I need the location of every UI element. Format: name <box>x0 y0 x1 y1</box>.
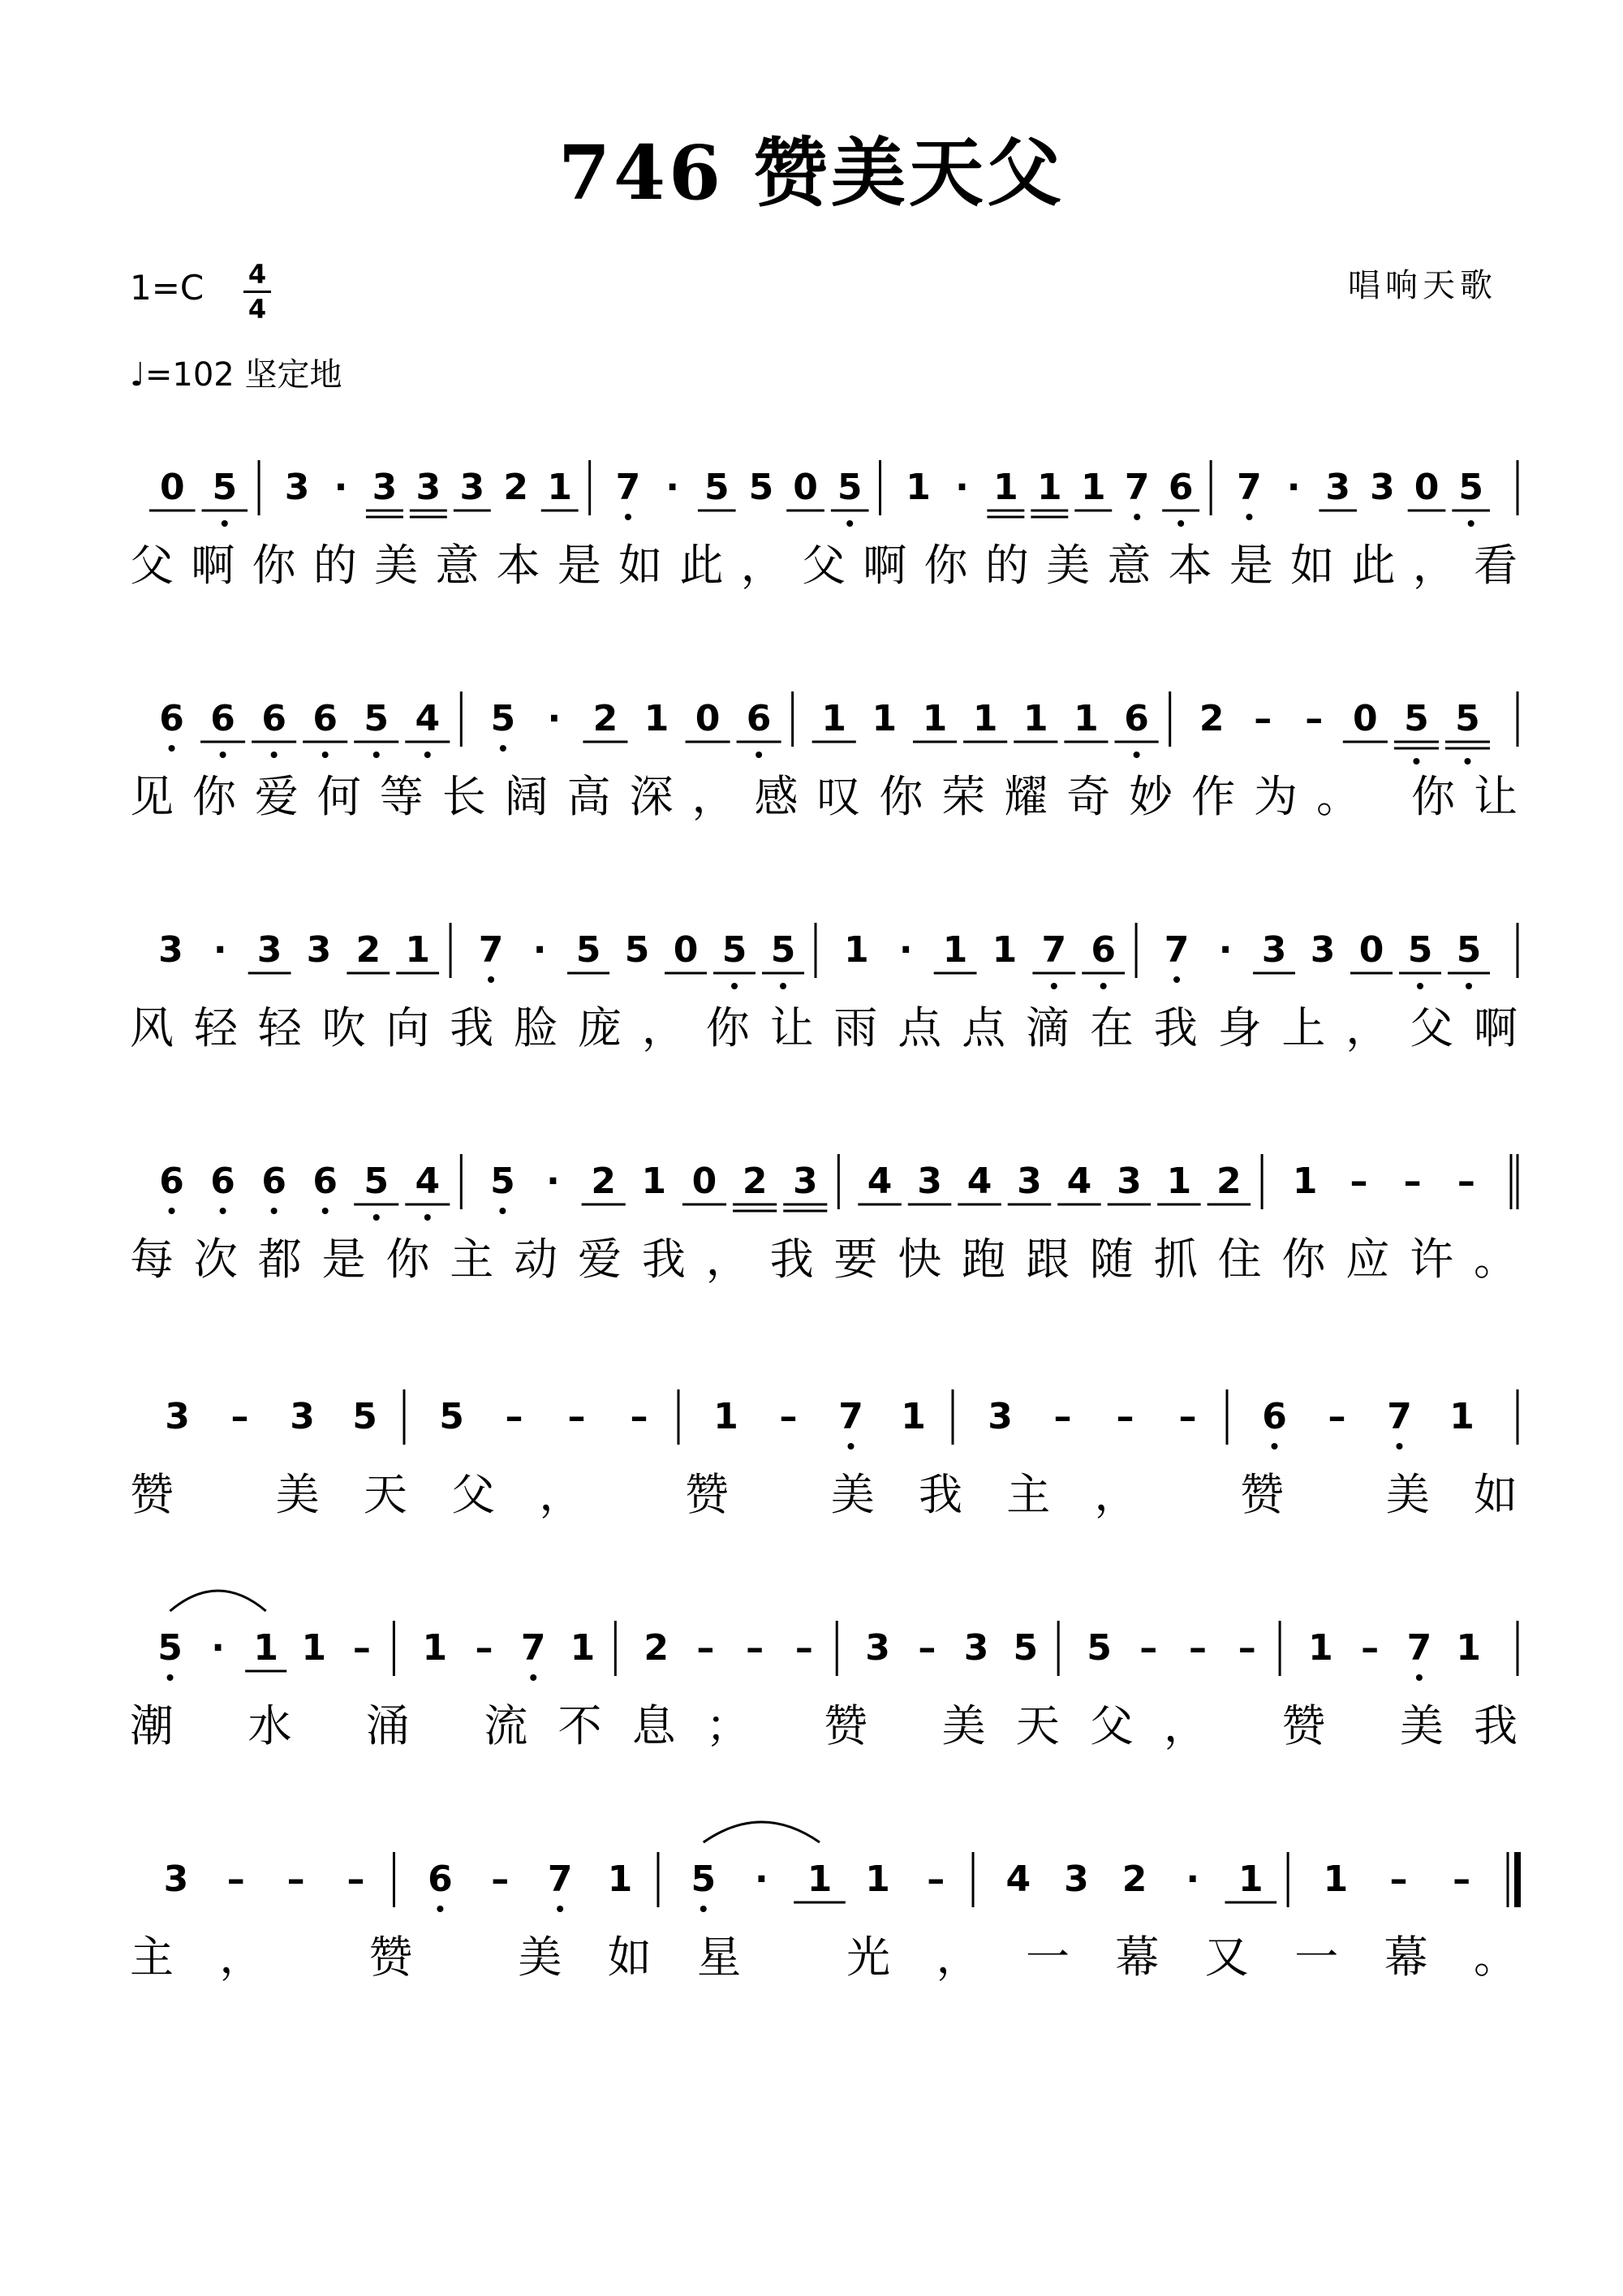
note-glyph: 1 <box>993 467 1018 508</box>
note-glyph: 5 <box>1013 1627 1039 1669</box>
note-glyph: 2 <box>742 1161 768 1202</box>
note-glyph: 5 <box>837 467 863 508</box>
note-glyph: – <box>1403 1161 1422 1202</box>
note-glyph: 4 <box>966 1161 992 1202</box>
note-glyph: 3 <box>256 929 282 971</box>
song-title: 746 赞美天父 <box>558 129 1065 217</box>
note-glyph: 3 <box>917 1161 942 1202</box>
lower-octave-dot <box>222 520 228 527</box>
lower-octave-dot <box>557 1906 563 1912</box>
note-glyph: 7 <box>478 929 504 971</box>
note-glyph: 6 <box>159 698 184 739</box>
note-glyph: 1 <box>901 1396 926 1437</box>
note-glyph: – <box>475 1627 493 1669</box>
note-glyph: 0 <box>1353 698 1378 739</box>
note-glyph: – <box>1254 698 1272 739</box>
time-signature-top: 4 <box>248 259 267 290</box>
slur-arc <box>704 1822 820 1842</box>
note-glyph: – <box>1305 698 1324 739</box>
note-glyph: 7 <box>520 1627 546 1669</box>
lower-octave-dot <box>373 752 380 758</box>
note-glyph: 6 <box>312 1161 338 1202</box>
note-glyph: – <box>226 1859 245 1900</box>
note-glyph: 3 <box>1017 1161 1042 1202</box>
note-glyph: – <box>567 1396 586 1437</box>
note-glyph: 1 <box>422 1627 448 1669</box>
note-glyph: 1 <box>570 1627 596 1669</box>
note-glyph: · <box>665 467 679 508</box>
note-glyph: – <box>779 1396 798 1437</box>
lower-octave-dot <box>220 752 226 758</box>
note-glyph: 7 <box>1124 467 1150 508</box>
note-glyph: 4 <box>867 1161 893 1202</box>
note-glyph: · <box>1218 929 1233 971</box>
note-glyph: – <box>1457 1161 1475 1202</box>
note-glyph: 6 <box>1168 467 1194 508</box>
lower-octave-dot <box>424 752 431 758</box>
note-glyph: 5 <box>439 1396 464 1437</box>
note-glyph: 0 <box>695 698 721 739</box>
note-glyph: – <box>1053 1396 1072 1437</box>
note-glyph: 3 <box>1310 929 1336 971</box>
note-glyph: – <box>1116 1396 1134 1437</box>
note-glyph: 5 <box>157 1627 183 1669</box>
lower-octave-dot <box>322 1208 329 1214</box>
note-glyph: 1 <box>1308 1627 1333 1669</box>
note-glyph: 5 <box>770 929 796 971</box>
lower-octave-dot <box>1272 1443 1278 1450</box>
note-glyph: 5 <box>704 467 730 508</box>
note-glyph: – <box>347 1859 365 1900</box>
note-glyph: 1 <box>1080 467 1106 508</box>
note-glyph: 5 <box>1087 1627 1112 1669</box>
note-glyph: – <box>1188 1627 1207 1669</box>
note-glyph: 5 <box>364 1161 390 1202</box>
note-glyph: · <box>213 929 227 971</box>
lyrics-line: 见你爱何等长阔高深，感叹你荣耀奇妙作为。 你让 <box>130 771 1518 822</box>
note-glyph: 5 <box>490 1161 515 1202</box>
lower-octave-dot <box>1173 976 1180 983</box>
lyrics-line: 父啊你的美意本是如此，父啊你的美意本是如此，看 <box>130 540 1518 591</box>
note-glyph: 0 <box>1358 929 1384 971</box>
note-glyph: – <box>794 1627 813 1669</box>
slur-arc <box>170 1591 266 1611</box>
note-glyph: 1 <box>844 929 869 971</box>
lower-octave-dot <box>780 983 786 989</box>
note-glyph: · <box>755 1859 768 1900</box>
lower-octave-dot <box>1051 983 1057 989</box>
note-glyph: 7 <box>838 1396 863 1437</box>
lyrics-line: 主， 赞 美如星 光，一幕又一幕。 <box>130 1932 1518 1983</box>
note-glyph: 4 <box>1066 1161 1092 1202</box>
note-glyph: – <box>1453 1859 1471 1900</box>
note-glyph: 6 <box>1262 1396 1287 1437</box>
note-glyph: 3 <box>415 467 441 508</box>
note-glyph: 2 <box>503 467 529 508</box>
lower-octave-dot <box>1468 520 1474 527</box>
lyrics-line: 潮 水 涌 流不息； 赞 美天父， 赞 美我 <box>130 1700 1518 1751</box>
note-glyph: – <box>1238 1627 1256 1669</box>
note-glyph: · <box>1286 467 1301 508</box>
note-glyph: – <box>1350 1161 1368 1202</box>
lower-octave-dot <box>437 1906 443 1912</box>
note-glyph: 5 <box>748 467 774 508</box>
note-glyph: 6 <box>428 1859 453 1900</box>
note-glyph: 5 <box>352 1396 377 1437</box>
note-glyph: · <box>334 467 348 508</box>
note-glyph: 1 <box>405 929 430 971</box>
note-glyph: – <box>696 1627 715 1669</box>
note-glyph: 2 <box>644 1627 669 1669</box>
note-glyph: 3 <box>988 1396 1013 1437</box>
note-glyph: 1 <box>644 698 669 739</box>
note-glyph: 3 <box>1370 467 1395 508</box>
lower-octave-dot <box>530 1674 536 1681</box>
note-glyph: – <box>1178 1396 1197 1437</box>
lower-octave-dot <box>1466 983 1472 989</box>
note-glyph: 3 <box>1064 1859 1089 1900</box>
lower-octave-dot <box>271 1208 278 1214</box>
lower-octave-dot <box>1397 1443 1403 1450</box>
note-glyph: · <box>1186 1859 1200 1900</box>
note-glyph: – <box>927 1859 945 1900</box>
note-glyph: 1 <box>972 698 998 739</box>
note-glyph: 0 <box>673 929 699 971</box>
note-glyph: 3 <box>1117 1161 1142 1202</box>
lower-octave-dot <box>1134 514 1140 520</box>
note-glyph: 5 <box>624 929 650 971</box>
lower-octave-dot <box>1464 758 1470 765</box>
note-glyph: – <box>286 1859 305 1900</box>
source-credit: 唱响天歌 <box>1348 267 1497 304</box>
note-glyph: 3 <box>459 467 485 508</box>
note-glyph: – <box>505 1396 523 1437</box>
note-glyph: 6 <box>159 1161 184 1202</box>
note-glyph: 2 <box>1199 698 1225 739</box>
note-glyph: 1 <box>1166 1161 1192 1202</box>
note-glyph: 3 <box>865 1627 890 1669</box>
lower-octave-dot <box>1100 983 1107 989</box>
note-glyph: · <box>955 467 969 508</box>
lower-octave-dot <box>1413 758 1419 765</box>
note-glyph: 3 <box>306 929 332 971</box>
note-glyph: – <box>491 1859 510 1900</box>
note-glyph: 6 <box>312 698 338 739</box>
note-glyph: – <box>630 1396 648 1437</box>
note-glyph: · <box>546 1161 560 1202</box>
note-glyph: – <box>746 1627 764 1669</box>
note-glyph: 7 <box>1164 929 1190 971</box>
note-glyph: 3 <box>284 467 310 508</box>
note-glyph: 5 <box>1456 929 1482 971</box>
note-glyph: 1 <box>1292 1161 1318 1202</box>
note-glyph: 2 <box>355 929 381 971</box>
note-glyph: 1 <box>1074 698 1099 739</box>
note-glyph: 3 <box>1261 929 1287 971</box>
note-glyph: 1 <box>1456 1627 1481 1669</box>
note-glyph: – <box>1139 1627 1158 1669</box>
lower-octave-dot <box>373 1214 380 1221</box>
lower-octave-dot <box>424 1214 431 1221</box>
note-glyph: 5 <box>1404 698 1429 739</box>
note-glyph: · <box>898 929 913 971</box>
note-glyph: 0 <box>793 467 818 508</box>
note-glyph: 3 <box>290 1396 315 1437</box>
note-glyph: 3 <box>372 467 398 508</box>
note-glyph: 1 <box>1449 1396 1474 1437</box>
note-glyph: 5 <box>490 698 516 739</box>
tempo-marking: ♩=102 坚定地 <box>130 356 342 394</box>
lower-octave-dot <box>488 976 494 983</box>
lyrics-line: 每次都是你主动爱我，我要快跑跟随抓住你应许。 <box>130 1234 1518 1285</box>
lower-octave-dot <box>1416 1674 1423 1681</box>
lyrics-line: 赞 美天父， 赞 美我主， 赞 美如 <box>130 1469 1518 1520</box>
lower-octave-dot <box>1417 983 1423 989</box>
note-glyph: 1 <box>713 1396 738 1437</box>
note-glyph: 1 <box>807 1859 833 1900</box>
lower-octave-dot <box>848 1443 855 1450</box>
lower-octave-dot <box>500 745 506 752</box>
note-glyph: – <box>1389 1859 1408 1900</box>
note-glyph: 5 <box>1407 929 1433 971</box>
note-glyph: 5 <box>575 929 601 971</box>
note-glyph: 7 <box>1237 467 1262 508</box>
note-glyph: 0 <box>159 467 185 508</box>
lower-octave-dot <box>1134 752 1140 758</box>
note-glyph: – <box>1361 1627 1380 1669</box>
note-glyph: 7 <box>547 1859 573 1900</box>
note-glyph: 3 <box>163 1859 189 1900</box>
note-glyph: 3 <box>158 929 183 971</box>
note-glyph: – <box>918 1627 936 1669</box>
lyrics-line: 风轻轻吹向我脸庞，你让雨点点滴在我身上，父啊 <box>130 1002 1518 1053</box>
note-glyph: 1 <box>1037 467 1062 508</box>
note-glyph: · <box>211 1627 225 1669</box>
note-glyph: 7 <box>615 467 641 508</box>
note-glyph: 6 <box>210 698 235 739</box>
note-glyph: 3 <box>963 1627 989 1669</box>
note-glyph: 2 <box>1216 1161 1242 1202</box>
note-glyph: 1 <box>1238 1859 1264 1900</box>
note-glyph: 0 <box>691 1161 717 1202</box>
final-barline-thick <box>1514 1852 1521 1907</box>
lower-octave-dot <box>322 752 329 758</box>
note-glyph: 0 <box>1414 467 1440 508</box>
note-glyph: 3 <box>1325 467 1351 508</box>
note-glyph: 5 <box>721 929 747 971</box>
key-signature: 1=C <box>130 268 204 308</box>
note-glyph: 5 <box>212 467 238 508</box>
note-glyph: – <box>230 1396 249 1437</box>
note-glyph: 1 <box>865 1859 890 1900</box>
lower-octave-dot <box>1177 520 1184 527</box>
note-glyph: 3 <box>165 1396 190 1437</box>
note-glyph: 1 <box>547 467 572 508</box>
note-glyph: 2 <box>591 1161 617 1202</box>
lower-octave-dot <box>700 1906 707 1912</box>
note-glyph: 1 <box>922 698 948 739</box>
note-glyph: 7 <box>1406 1627 1432 1669</box>
lower-octave-dot <box>271 752 278 758</box>
note-glyph: · <box>547 698 562 739</box>
note-glyph: · <box>532 929 547 971</box>
note-glyph: 4 <box>415 698 441 739</box>
lower-octave-dot <box>625 514 631 520</box>
note-glyph: 5 <box>691 1859 717 1900</box>
lower-octave-dot <box>220 1208 226 1214</box>
note-glyph: 1 <box>641 1161 667 1202</box>
note-glyph: 1 <box>942 929 968 971</box>
lower-octave-dot <box>169 745 175 752</box>
note-glyph: 6 <box>261 698 286 739</box>
note-glyph: 2 <box>592 698 618 739</box>
note-glyph: 3 <box>792 1161 818 1202</box>
note-glyph: 1 <box>253 1627 279 1669</box>
note-glyph: 1 <box>906 467 931 508</box>
note-glyph: 1 <box>301 1627 327 1669</box>
note-glyph: 5 <box>364 698 390 739</box>
note-glyph: 1 <box>607 1859 633 1900</box>
note-glyph: – <box>1328 1396 1346 1437</box>
note-glyph: 6 <box>210 1161 235 1202</box>
note-glyph: 2 <box>1121 1859 1147 1900</box>
note-glyph: 6 <box>1091 929 1116 971</box>
lower-octave-dot <box>1246 514 1252 520</box>
note-glyph: 4 <box>415 1161 441 1202</box>
note-glyph: 6 <box>261 1161 286 1202</box>
note-glyph: 6 <box>1124 698 1149 739</box>
note-glyph: 5 <box>1455 698 1480 739</box>
lower-octave-dot <box>169 1208 175 1214</box>
lower-octave-dot <box>846 520 853 527</box>
note-glyph: 7 <box>1387 1396 1412 1437</box>
time-signature-bottom: 4 <box>248 294 267 325</box>
note-glyph: 1 <box>872 698 898 739</box>
note-glyph: 1 <box>821 698 847 739</box>
note-glyph: 4 <box>1005 1859 1031 1900</box>
note-glyph: 1 <box>1022 698 1048 739</box>
note-glyph: – <box>352 1627 371 1669</box>
note-glyph: 6 <box>746 698 772 739</box>
lower-octave-dot <box>167 1674 174 1681</box>
note-glyph: 7 <box>1041 929 1067 971</box>
lower-octave-dot <box>756 752 762 758</box>
note-glyph: 1 <box>1323 1859 1349 1900</box>
note-glyph: 1 <box>992 929 1018 971</box>
lower-octave-dot <box>731 983 738 989</box>
note-glyph: 5 <box>1458 467 1483 508</box>
lower-octave-dot <box>499 1208 506 1214</box>
